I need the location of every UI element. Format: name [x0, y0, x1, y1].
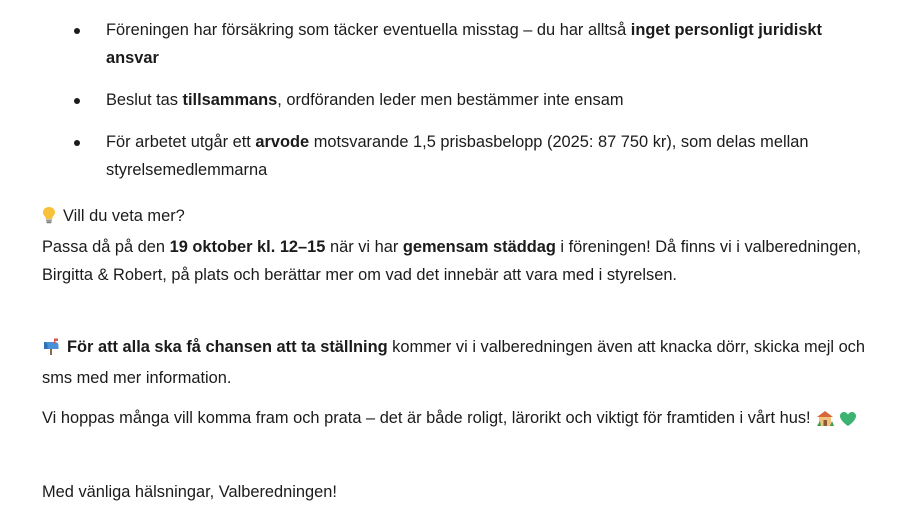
- closing-text: Vi hoppas många vill komma fram och prata – det är både roligt, lärorikt och viktigt för framtiden i vårt hus!: [42, 409, 811, 427]
- info-heading: Vill du veta mer?: [63, 207, 185, 225]
- info-text-3: i föreningen! Då finns vi i valberedningen, Birgitta & Robert, på plats och berättar mer om vad det innebär att vara med i styrelsen.: [42, 238, 862, 284]
- event-name: gemensam städdag: [402, 238, 556, 256]
- house-icon: [815, 408, 835, 436]
- lightbulb-icon: [42, 205, 56, 233]
- bullet-bold: arvode: [255, 133, 310, 151]
- bullet-list: [0, 16, 900, 198]
- info-heading-line: [42, 202, 872, 233]
- list-item: [0, 128, 900, 184]
- list-item: [0, 16, 900, 72]
- bullet-dot: [74, 28, 80, 34]
- info-text-2: när vi har: [325, 238, 403, 256]
- info-text-1: Passa då på den: [42, 238, 170, 256]
- mailbox-icon: [42, 336, 60, 364]
- bullet-text: Beslut tas: [106, 91, 183, 109]
- event-date: 19 oktober kl. 12–15: [169, 238, 326, 256]
- closing-paragraph: [42, 404, 872, 436]
- bullet-text: För arbetet utgår ett: [106, 133, 256, 151]
- bullet-bold: tillsammans: [182, 91, 278, 109]
- bullet-text: Föreningen har försäkring som täcker eventuella misstag – du har alltså: [106, 21, 631, 39]
- outreach-text: kommer vi i valberedningen även att knacka dörr, skicka mejl och sms med mer information.: [42, 338, 865, 387]
- bullet-bold: inget personligt juridiskt ansvar: [106, 21, 823, 67]
- bullet-dot: [74, 98, 80, 104]
- list-item: [0, 86, 900, 114]
- green-heart-icon: [839, 408, 857, 436]
- info-body: [42, 233, 872, 289]
- outreach-bold: För att alla ska få chansen att ta ställning: [67, 338, 388, 356]
- signoff: Med vänliga hälsningar, Valberedningen!: [42, 483, 337, 501]
- info-paragraph: [42, 202, 872, 289]
- bullet-text-end: , ordföranden leder men bestämmer inte ensam: [277, 91, 624, 109]
- bullet-text-end: motsvarande 1,5 prisbasbelopp (2025: 87 750 kr), som delas mellan styrelsemedlemmarna: [106, 133, 809, 179]
- bullet-dot: [74, 140, 80, 146]
- outreach-paragraph: [42, 333, 872, 392]
